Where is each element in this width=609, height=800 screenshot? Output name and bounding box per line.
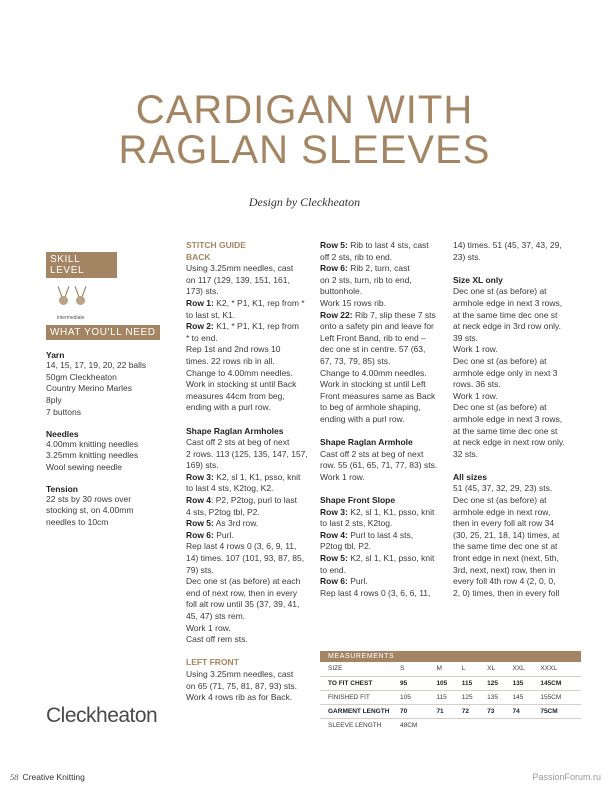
measurements-heading: MEASUREMENTS [320,651,581,662]
title-line-1: CARDIGAN WITH [135,88,474,132]
text-line: K2, * P1, K1, rep from * [216,297,305,308]
row-label: Row 3: [320,506,348,517]
text-line: dec one st in centre. 57 (63, [320,344,426,355]
row-label: Row 6: [320,576,348,587]
page-title [0,90,609,170]
text-line: Using 3.25mm needles, cast [186,263,294,274]
skill-level-label: SKILL LEVEL [46,252,117,278]
yarn-line: 50gm Cleckheaton [46,371,117,382]
needles-heading: Needles [46,428,79,439]
pattern-column-3 [453,240,581,599]
stitch-guide-heading: STITCH GUIDE [186,240,246,250]
text-line: 14) times. 107 (101, 93, 87, 85, [186,553,305,564]
tension-heading: Tension [46,483,78,494]
text-line: Dec one st (as before) at [453,286,547,297]
table-cell: 73 [485,704,510,718]
text-line: 2, 0) times, then in every foll [453,587,560,598]
text-line: Work 1 row. [453,344,498,355]
text-line: Rep last 4 rows 0 (3, 6, 9, 11, [186,541,297,552]
text-line: to last st, K1. [186,309,236,320]
table-cell: FINISHED FIT [320,690,398,704]
text-line: Rib 7, slip these 7 sts [354,309,436,320]
text-line: rows. 36 sts. [453,379,501,390]
text-line: Work 1 row. [453,390,498,401]
row-label: Row 5: [320,240,348,250]
text-line: armhole edge in next row, [453,506,551,517]
table-cell: 125 [485,676,510,690]
row-label: Row 6: [186,529,214,540]
text-line: Work 15 rows rib. [320,297,386,308]
text-line: Dec one st (as before) at [453,495,547,506]
text-line: row. 55 (61, 65, 71, 77, 83) sts. [320,460,438,471]
table-cell: 145 [511,690,539,704]
text-line: then in every foll alt row 34 [453,518,555,529]
text-line: to end. [320,564,346,575]
text-line: Work 4 rows rib as for Back. [186,692,293,703]
table-cell: 155CM [538,690,581,704]
text-line: at the same time dec one st [453,425,558,436]
yarn-line: 8ply [46,395,62,406]
table-cell: 105 [398,690,434,704]
text-line: Change to 4.00mm needles. [186,367,293,378]
text-line: K2, sl 1, K1, psso, knit [350,553,435,564]
text-line: Work in stocking st until Left [320,379,426,390]
measurements-table [320,651,581,732]
row-label: Row 1: [186,297,214,308]
table-cell: SIZE [320,662,398,676]
text-line: at the same time dec one st [453,309,558,320]
yarn-line: Country Merino Marles [46,383,132,394]
row-label: Row 5: [186,518,214,529]
needles-line: 4.00mm knitting needles [46,438,139,449]
row-label: Row 3: [186,471,214,482]
text-line: Cast off rem sts. [186,634,248,645]
table-cell: 74 [511,704,539,718]
row-label: Row 5: [320,553,348,564]
table-cell: 95 [398,676,434,690]
text-line: P2tog tbl, P2. [320,541,372,552]
text-line: ending with a purl row. [186,402,271,413]
table-cell: 115 [460,676,485,690]
text-line: buttonhole. [320,286,363,297]
table-cell: XXXL [538,662,581,676]
text-line: K2, sl 1, K1, psso, knit [350,506,435,517]
table-row [320,690,581,704]
tension-line: needles to 10cm [46,517,109,528]
text-line: ending with a purl row. [320,413,405,424]
page-footer [10,772,85,782]
size-xl-heading: Size XL only [453,274,503,285]
yarn-line: 7 buttons [46,406,81,417]
table-cell: 145CM [538,676,581,690]
table-cell: XXL [511,662,539,676]
table-cell: 70 [398,704,434,718]
text-line: armhole edge only in next 3 [453,367,558,378]
text-line: 173) sts. [186,286,219,297]
text-line: to last 4 sts, K2tog, K2. [186,483,274,494]
text-line: every foll 4th row 4 (2, 0, 0, [453,576,556,587]
text-line: armhole edge in next 3 rows, [453,297,563,308]
text-line: armhole edge in next 3 rows, [453,413,563,424]
text-line: Dec one st (as before) at [453,402,547,413]
table-cell: 135 [511,676,539,690]
table-cell: 125 [460,690,485,704]
text-line: * to end. [186,332,218,343]
text-line: measures 44cm from beg, [186,390,285,401]
table-cell: S [398,662,434,676]
needles-line: 3.25mm knitting needles [46,450,139,461]
row-label: Row 6: [320,263,348,274]
watermark: PassionForum.ru [532,772,601,782]
tension-line: stocking st, on 4.00mm [46,505,134,516]
table-row [320,662,581,676]
text-line: Rib 2, turn, cast [350,263,410,274]
text-line: Left Front Band, rib to end – [320,332,426,343]
row-label: Row 4: [320,529,348,540]
text-line: on 117 (129, 139, 151, 161, [186,274,290,285]
text-line: 51 (45, 37, 32, 29, 23) sts. [453,483,553,494]
title-line-2: RAGLAN SLEEVES [118,128,491,172]
text-line: : P2, P2tog, purl to last [211,495,298,506]
page-number: 58 [10,772,19,782]
yarn-line: 14, 15, 17, 19, 20, 22 balls [46,360,147,370]
text-line: foll alt row until 35 (37, 39, 41, [186,599,300,610]
table-cell: GARMENT LENGTH [320,704,398,718]
text-line: 79) sts. [186,564,214,575]
text-line: 39 sts. [453,332,479,343]
table-cell [434,718,459,732]
text-line: Front measures same as Back [320,390,436,401]
text-line: Work 1 row. [186,622,231,633]
table-cell: 135 [485,690,510,704]
text-line: Using 3.25mm needles, cast [186,668,294,679]
text-line: 67, 73, 79, 85) sts. [320,355,391,366]
table-cell [538,718,581,732]
text-line: 169) sts. [186,460,219,471]
text-line: Purl. [213,529,234,540]
text-line: Rep 1st and 2nd rows 10 [186,344,281,355]
raglan-armhole-heading: Shape Raglan Armhole [320,437,413,448]
text-line: Purl to last 4 sts, [350,529,414,540]
byline: Design by Cleckheaton [248,195,361,209]
table-row [320,704,581,718]
text-line: to beg of armhole shaping, [320,402,421,413]
magazine-name: Creative Knitting [22,772,85,782]
text-line: 4 sts, P2tog tbl, P2. [186,506,260,517]
table-cell: 48CM [400,721,418,729]
pattern-column-2 [320,240,445,599]
text-line: at neck edge in 3rd row only. [453,321,562,332]
table-cell: 72 [460,704,485,718]
back-heading: BACK [186,251,211,262]
text-line: front edge in next (next, 5th, [453,553,559,564]
needles-line: Wool sewing needle [46,461,122,472]
row-label: Row 22: [320,309,353,320]
text-line: Rep last 4 rows 0 (3, 6, 6, 11, [320,587,431,598]
row-label: Row 2: [186,321,214,332]
text-line: times. 22 rows rib in all. [186,355,275,366]
text-line: 3rd, next, next) row, then in [453,564,556,575]
table-row [320,718,581,732]
text-line: 14) times. 51 (45, 37, 43, 29, [453,240,562,250]
text-line: K2, sl 1, K1, psso, knit [216,471,301,482]
text-line: 2 rows. 113 (125, 135, 147, 157, [186,448,308,459]
text-line: onto a safety pin and leave for [320,321,434,332]
text-line: Work in stocking st until Back [186,379,297,390]
text-line: end of next row, then in every [186,587,298,598]
yarn-balls-icon [57,286,91,314]
table-cell [511,718,539,732]
table-cell [485,718,510,732]
table-cell: 71 [434,704,459,718]
text-line: on 2 sts, turn, rib to end, [320,274,412,285]
table-cell: 115 [434,690,459,704]
table-cell: XL [485,662,510,676]
table-cell [460,718,485,732]
text-line: off 2 sts, rib to end. [320,251,393,262]
text-line: the same time dec one st at [453,541,558,552]
what-you-need-label: WHAT YOU'LL NEED [46,325,160,340]
sidebar [46,252,166,529]
yarn-heading: Yarn [46,350,65,360]
table-cell: 75CM [538,704,581,718]
text-line: Cast off 2 sts at beg of next [320,448,424,459]
skill-caption: intermediate [57,315,85,321]
text-line: 45, 47) sts rem. [186,611,246,621]
table-row [320,676,581,690]
row-label: Row 4 [186,495,212,506]
text-line: to last 2 sts, K2tog. [320,518,393,529]
text-line: K1, * P1, K1, rep from [216,321,299,332]
table-cell: 105 [434,676,459,690]
text-line: 32 sts. [453,448,479,459]
pattern-column-1 [186,240,311,704]
text-line: Change to 4.00mm needles. [320,367,427,378]
text-line: Dec one st (as before) at [453,355,547,366]
text-line: Purl. [347,576,368,587]
raglan-armholes-heading: Shape Raglan Armholes [186,425,284,436]
front-slope-heading: Shape Front Slope [320,495,396,506]
text-line: at neck edge in next row only. [453,437,565,448]
left-front-heading: LEFT FRONT [186,657,239,668]
text-line: (30, 25, 21, 18, 14) times, at [453,529,560,540]
table-cell: SLEEVE LENGTH [328,721,382,729]
text-line: As 3rd row. [213,518,259,529]
text-line: 23) sts. [453,251,481,262]
all-sizes-heading: All sizes [453,471,488,482]
table-cell: M [434,662,459,676]
text-line: Cast off 2 sts at beg of next [186,437,290,448]
text-line: Dec one st (as before) at each [186,576,301,587]
text-line: on 65 (71, 75, 81, 87, 93) sts. [186,680,298,691]
text-line: Work 1 row. [320,471,365,482]
cleckheaton-logo: Cleckheaton [46,704,158,727]
table-cell: TO FIT CHEST [320,676,398,690]
tension-line: 22 sts by 30 rows over [46,493,132,504]
table-cell: L [460,662,485,676]
text-line: Rib to last 4 sts, cast [350,240,429,250]
